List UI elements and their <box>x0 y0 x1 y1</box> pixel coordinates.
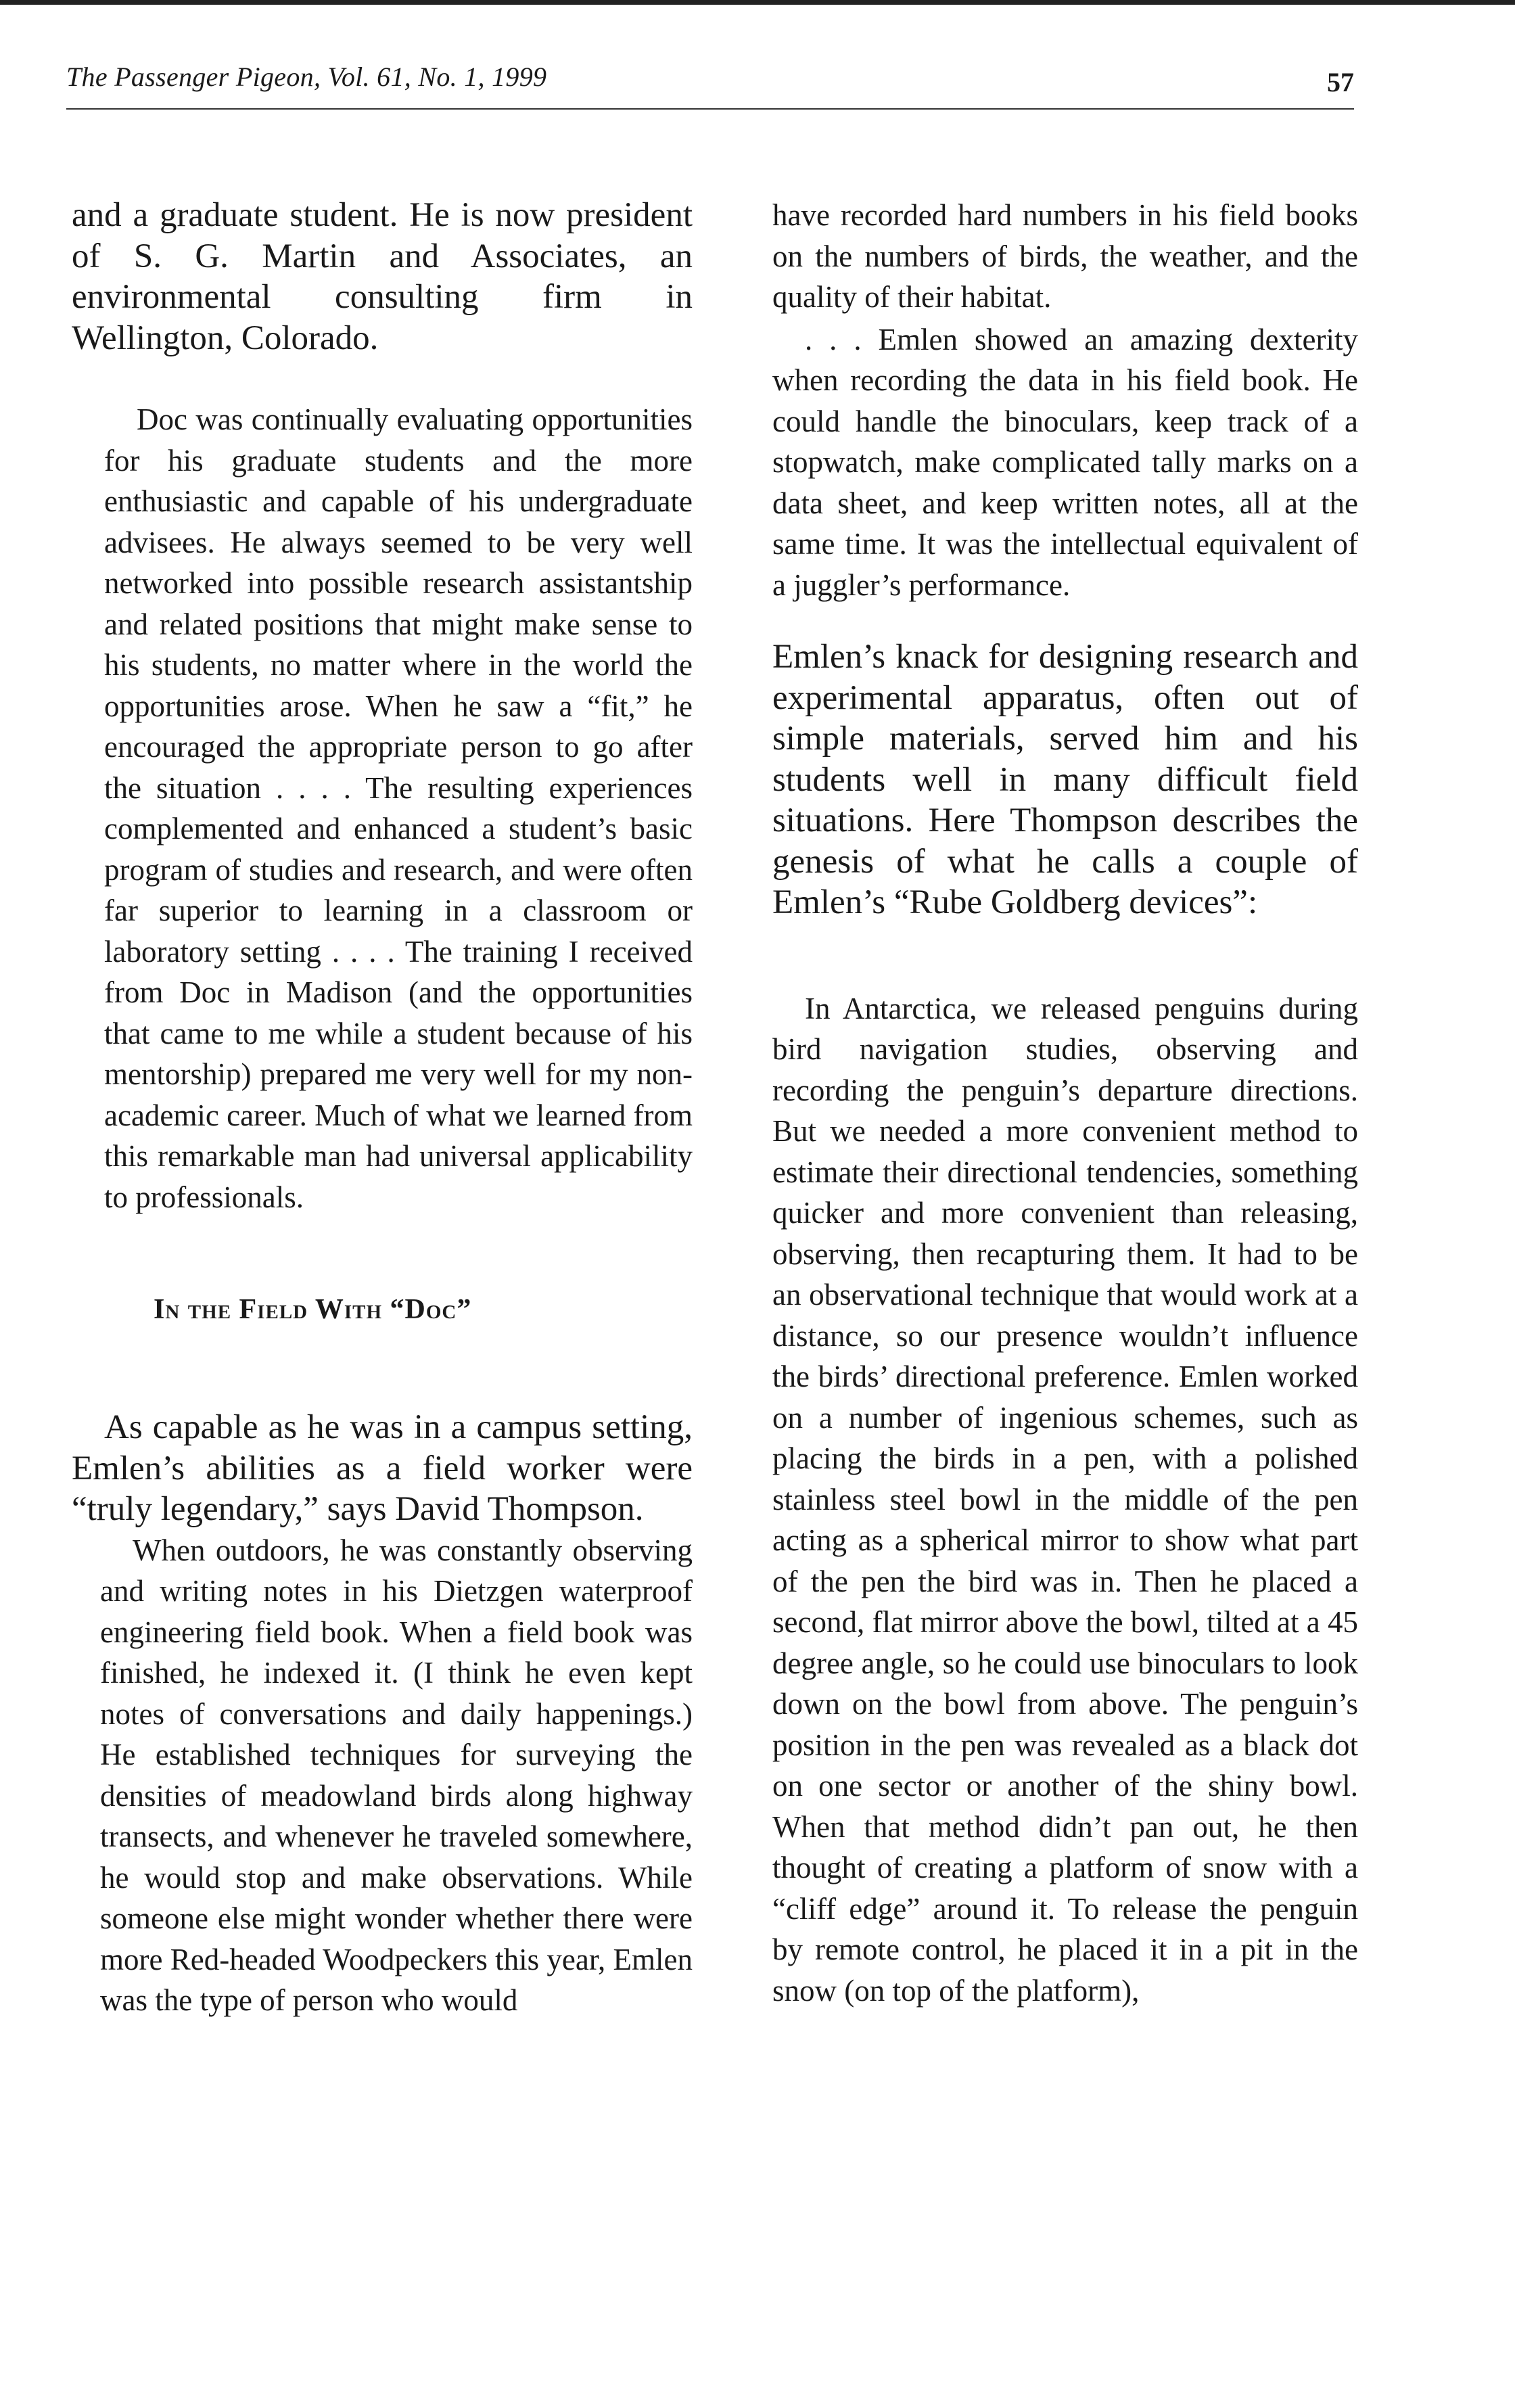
section-heading-text: In the Field With “Doc” <box>154 1294 472 1325</box>
left-column <box>72 195 693 2021</box>
block-quote-dexterity: . . . Emlen showed an amazing dexterity when recording the data in his field book. He could handle the binoculars, keep track of a stopwatch, make complicated tally marks on a data sheet, and keep written notes, all at the same time. It was the intellectual equivalent of a juggler’s performance. <box>772 322 1358 602</box>
journal-title: The Passenger Pigeon, Vol. 61, No. 1, 1999 <box>66 62 547 92</box>
body-paragraph-field-worker: As capable as he was in a campus setting, Emlen’s abilities as a field worker were “truly legendary,” says David Thompson. <box>72 1408 693 1528</box>
running-header <box>66 61 1354 110</box>
body-paragraph-apparatus: Emlen’s knack for designing research and experimental apparatus, often out of simple materials, served him and his students well in many difficult field situations. Here Thompson describes the genesis of what he calls a couple of Emlen’s “Rube Goldberg devices”: <box>772 638 1358 921</box>
block-quote-antarctica: In Antarctica, we released penguins during bird navigation studies, observing and recording the penguin’s departure directions. But we needed a more convenient method to estimate their directional tendencies, something quicker and more convenient than releasing, observing, then recapturing them. It had to be an observational technique that would work at a distance, so our presence wouldn’t influence the birds’ directional preference. Emlen worked on a number of ingenious schemes, such as placing the birds in a pen, with a polished stainless steel bowl in the middle of the pen acting as a spherical mirror to show what part of the pen the bird was in. Then he placed a second, flat mirror above the bowl, tilted at a 45 degree angle, so he could use binoculars to look down on the bowl from above. The penguin’s position in the pen was revealed as a black dot on one sector or another of the shiny bowl. When that method didn’t pan out, he then thought of creating a platform of snow with a “cliff edge” around it. To release the penguin by remote control, he placed it in a pit in the snow (on top of the platform), <box>772 991 1358 2008</box>
right-column <box>772 195 1358 2011</box>
top-rule <box>0 0 1515 5</box>
block-quote-field-notes: When outdoors, he was constantly observing and writing notes in his Dietzgen waterproof engineering field book. When a field book was finished, he indexed it. (I think he even kept notes of conversations and daily happenings.) He established techniques for surveying the densities of meadowland birds along highway transects, and whenever he traveled somewhere, he would stop and make observations. While someone else might wonder whether there were more Red-headed Woodpeckers this year, Emlen was the type of person who would <box>100 1533 693 2017</box>
page-number: 57 <box>1327 67 1354 97</box>
block-quote-field-notes-continued: have recorded hard numbers in his field books on the numbers of birds, the weather, and the quality of their habitat. <box>772 198 1358 314</box>
section-heading <box>154 1293 693 1326</box>
block-quote-mentorship: Doc was continually evaluating opportunities for his graduate students and the more enthusiastic and capable of his undergraduate advisees. He always seemed to be very well networked into possible research assistantship and related positions that might make sense to his students, no matter where in the world the opportunities arose. When he saw a “fit,” he encouraged the appropriate person to go after the situation . . . . The resulting experiences complemented and enhanced a student’s basic program of studies and research, and were often far superior to learning in a classroom or laboratory setting . . . . The training I received from Doc in Madison (and the opportunities that came to me while a student because of his mentorship) prepared me very well for my non-academic career. Much of what we learned from this remarkable man had universal applicability to professionals. <box>104 402 693 1214</box>
intro-paragraph: and a graduate student. He is now president of S. G. Martin and Associates, an environmental consulting firm in Wellington, Colorado. <box>72 196 693 357</box>
